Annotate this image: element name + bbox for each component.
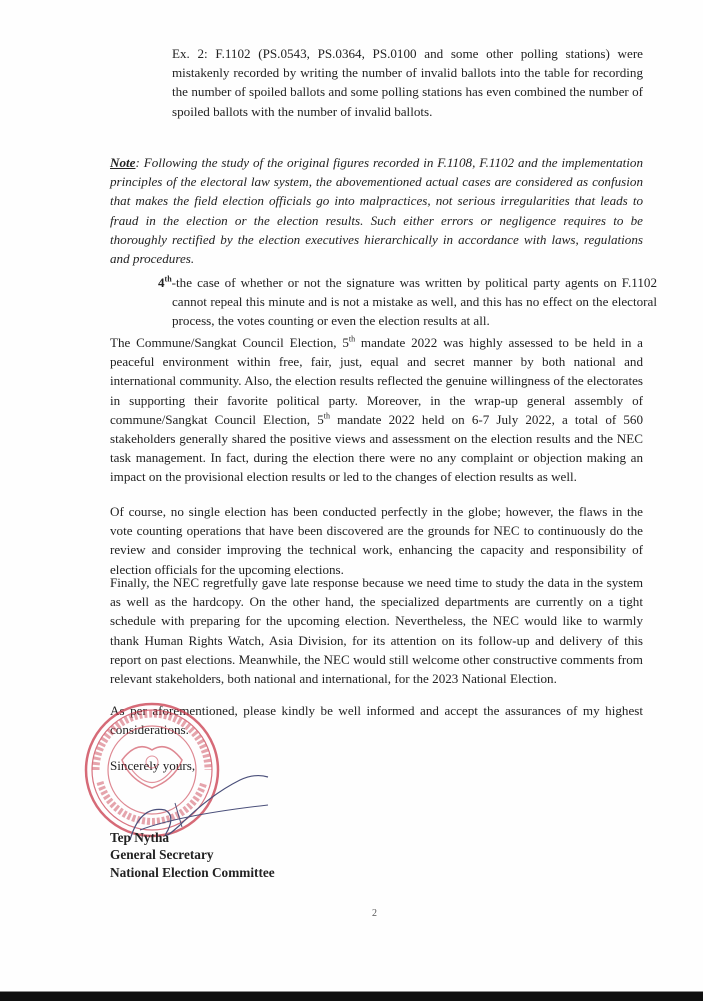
signatory-organization: National Election Committee	[110, 864, 275, 880]
ordinal-number: 4	[158, 275, 165, 290]
superscript: th	[323, 411, 330, 421]
paragraph-text: The Commune/Sangkat Council Election, 5	[110, 335, 349, 350]
flaws-paragraph: Of course, no single election has been conducted perfectly in the globe; however, the flaws in the vote counting operations that have been discovered are the grounds for NEC to continuously do the review and consider improving the technical work, enhancing the capacity and responsibility of election officials for the upcoming elections.	[110, 504, 643, 577]
closing-salutation: Sincerely yours,	[110, 758, 196, 773]
signatory-name: Tep Nytha	[110, 830, 169, 845]
assurances-paragraph: As per aforementioned, please kindly be well informed and accept the assurances of my highest considerations.	[110, 703, 643, 738]
paragraph-text: mandate 2022 was highly assessed to be held in a peaceful environment within free, fair, just, equal and secret manner by both national and international community. Also, the election results reflected the genuine willingness of the electorates in supporting their favorite political party. Moreover, in the wrap-up general assembly of commune/Sangkat Council Election, 5	[110, 335, 643, 427]
example-2-paragraph: Ex. 2: F.1102 (PS.0543, PS.0364, PS.0100 and some other polling stations) were mistakenly recorded by writing the number of invalid ballots into the table for recording the number of spoiled ballots and some polling stations has even combined the number of spoiled ballots with the number of invalid ballots.	[172, 46, 643, 119]
superscript: th	[348, 334, 356, 344]
note-paragraph	[110, 153, 643, 268]
ordinal-suffix: th	[164, 274, 172, 284]
signatory-block	[110, 829, 275, 881]
closing-remarks-paragraph: Finally, the NEC regretfully gave late response because we need time to study the data in the system as well as the hardcopy. On the other hand, the specialized departments are currently on a tight schedule with preparing for the upcoming election. Nevertheless, the NEC would like to warmly thank Human Rights Watch, Asia Division, for its attention on its follow-up and delivery of this report on past elections. Meanwhile, the NEC would still welcome other constructive comments from relevant stakeholders, both national and international, for the 2023 National Election.	[110, 575, 643, 687]
signatory-title: General Secretary	[110, 847, 214, 863]
paragraph-text: mandate 2022 held on 6-7 July 2022, a total of 560 stakeholders generally shared the positive views and assessment on the election results and the NEC task management. In fact, during the election there were no any complaint or objection making an impact on the provisional election results or led to the changes of election results as well.	[110, 411, 643, 485]
note-label: Note	[110, 155, 136, 170]
election-assessment-paragraph	[110, 333, 643, 487]
point-4-text: -the case of whether or not the signature was written by political party agents on F.1102 cannot repeal this minute and is not a mistake as well, and this has no effect on the electoral process, the votes counting or even the election results at all.	[171, 275, 657, 329]
note-text: : Following the study of the original figures recorded in F.1108, F.1102 and the implementation principles of the electoral law system, the abovementioned actual cases are considered as confusion that makes the field election officials go into malpractices, not serious irregularities that leads to fraud in the election or the election results. Such either errors or negligence requires to be thoroughly rectified by the election executives hierarchically in accordance with laws, regulations and procedures.	[110, 155, 643, 267]
point-4-paragraph	[158, 273, 657, 331]
point-4-ordinal	[158, 275, 172, 290]
page-number: 2	[372, 908, 377, 919]
